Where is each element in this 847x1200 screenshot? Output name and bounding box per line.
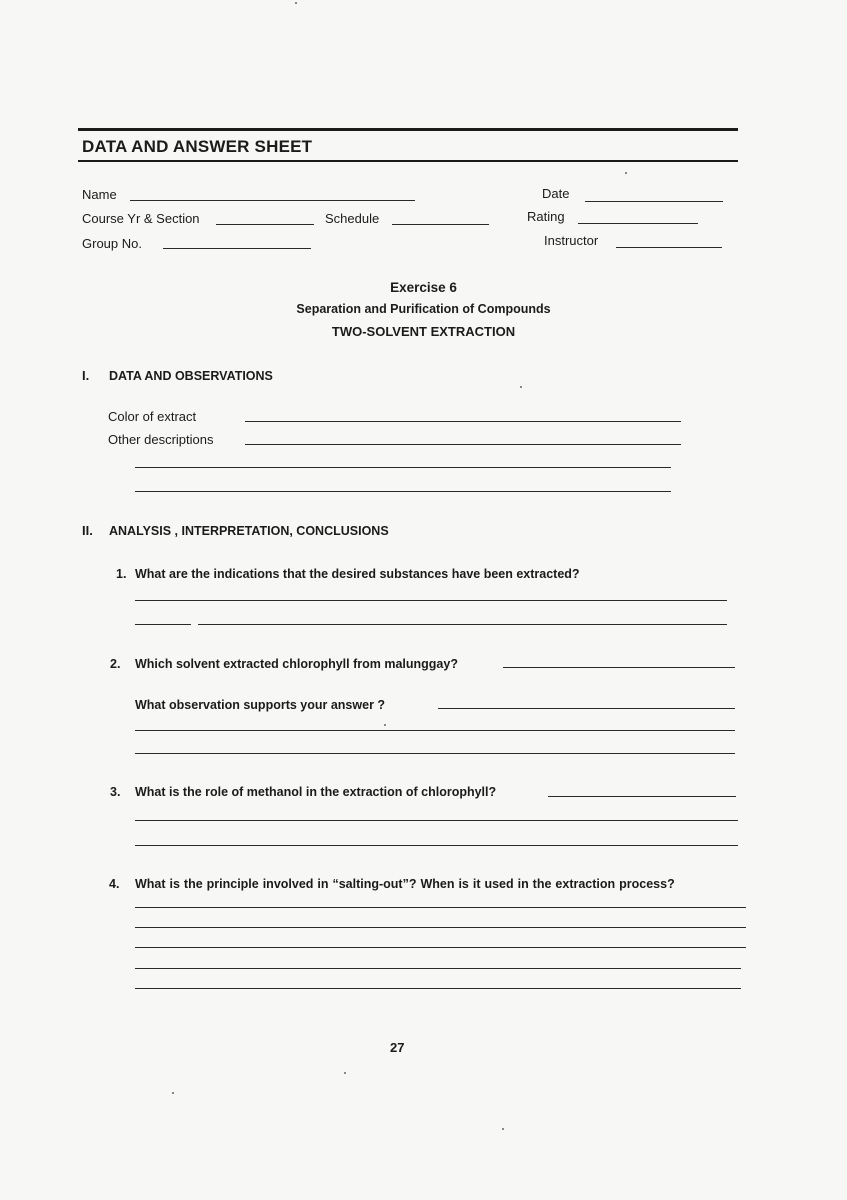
question-4-number: 4. (109, 877, 120, 891)
answer-3-field[interactable] (548, 796, 736, 797)
scan-speck (625, 172, 627, 174)
course-field[interactable] (216, 224, 314, 225)
scan-speck (172, 1092, 174, 1094)
scan-speck (344, 1072, 346, 1074)
question-2-text: Which solvent extracted chlorophyll from malunggay? (135, 657, 458, 671)
answer-4-line-2[interactable] (135, 927, 746, 928)
scan-speck (502, 1128, 504, 1130)
sheet-title: DATA AND ANSWER SHEET (82, 137, 313, 156)
course-label: Course Yr & Section (82, 211, 200, 226)
section1-numeral: I. (82, 368, 90, 383)
exercise-number: Exercise 6 (390, 280, 457, 295)
date-field[interactable] (585, 201, 723, 202)
other-descriptions-line-3[interactable] (135, 491, 671, 492)
group-label: Group No. (82, 236, 142, 251)
answer-1-line-1[interactable] (135, 600, 727, 601)
other-descriptions-line-2[interactable] (135, 467, 671, 468)
question-1-text: What are the indications that the desired substances have been extracted? (135, 567, 580, 581)
question-2-number: 2. (110, 657, 121, 671)
name-field[interactable] (130, 200, 415, 201)
answer-1-line-2b[interactable] (198, 624, 727, 625)
other-descriptions-field[interactable] (245, 444, 681, 445)
answer-3-line-2[interactable] (135, 820, 738, 821)
question-3-number: 3. (110, 785, 121, 799)
header-bottom-rule (78, 160, 738, 162)
group-field[interactable] (163, 248, 311, 249)
scan-speck (295, 2, 297, 4)
answer-4-line-1[interactable] (135, 907, 746, 908)
answer-2-followup-field[interactable] (438, 708, 735, 709)
schedule-label: Schedule (325, 211, 380, 226)
answer-2-field[interactable] (503, 667, 735, 668)
answer-2-line-3[interactable] (135, 753, 735, 754)
color-extract-label: Color of extract (108, 409, 197, 424)
date-label: Date (542, 186, 570, 201)
answer-1-line-2a[interactable] (135, 624, 191, 625)
question-1-number: 1. (116, 567, 127, 581)
scan-speck (384, 724, 386, 726)
question-2-followup: What observation supports your answer ? (135, 698, 386, 712)
answer-4-line-5[interactable] (135, 988, 741, 989)
section2-title: ANALYSIS , INTERPRETATION, CONCLUSIONS (109, 524, 389, 538)
answer-2-line-2[interactable] (135, 730, 735, 731)
color-extract-field[interactable] (245, 421, 681, 422)
question-3-text: What is the role of methanol in the extraction of chlorophyll? (135, 785, 497, 799)
section1-title: DATA AND OBSERVATIONS (109, 369, 273, 383)
page-number: 27 (390, 1040, 405, 1055)
question-4-text: What is the principle involved in “salting-out”? When is it used in the extraction process? (135, 877, 675, 891)
instructor-label: Instructor (544, 233, 599, 248)
scan-speck (520, 386, 522, 388)
schedule-field[interactable] (392, 224, 489, 225)
exercise-title: Separation and Purification of Compounds (296, 302, 551, 316)
rating-label: Rating (527, 209, 565, 224)
other-descriptions-label: Other descriptions (108, 432, 214, 447)
rating-field[interactable] (578, 223, 698, 224)
name-label: Name (82, 187, 117, 202)
answer-3-line-3[interactable] (135, 845, 738, 846)
answer-4-line-4[interactable] (135, 968, 741, 969)
header-top-rule (78, 128, 738, 131)
exercise-subtitle: TWO-SOLVENT EXTRACTION (331, 324, 516, 339)
answer-4-line-3[interactable] (135, 947, 746, 948)
instructor-field[interactable] (616, 247, 722, 248)
section2-numeral: II. (82, 523, 93, 538)
